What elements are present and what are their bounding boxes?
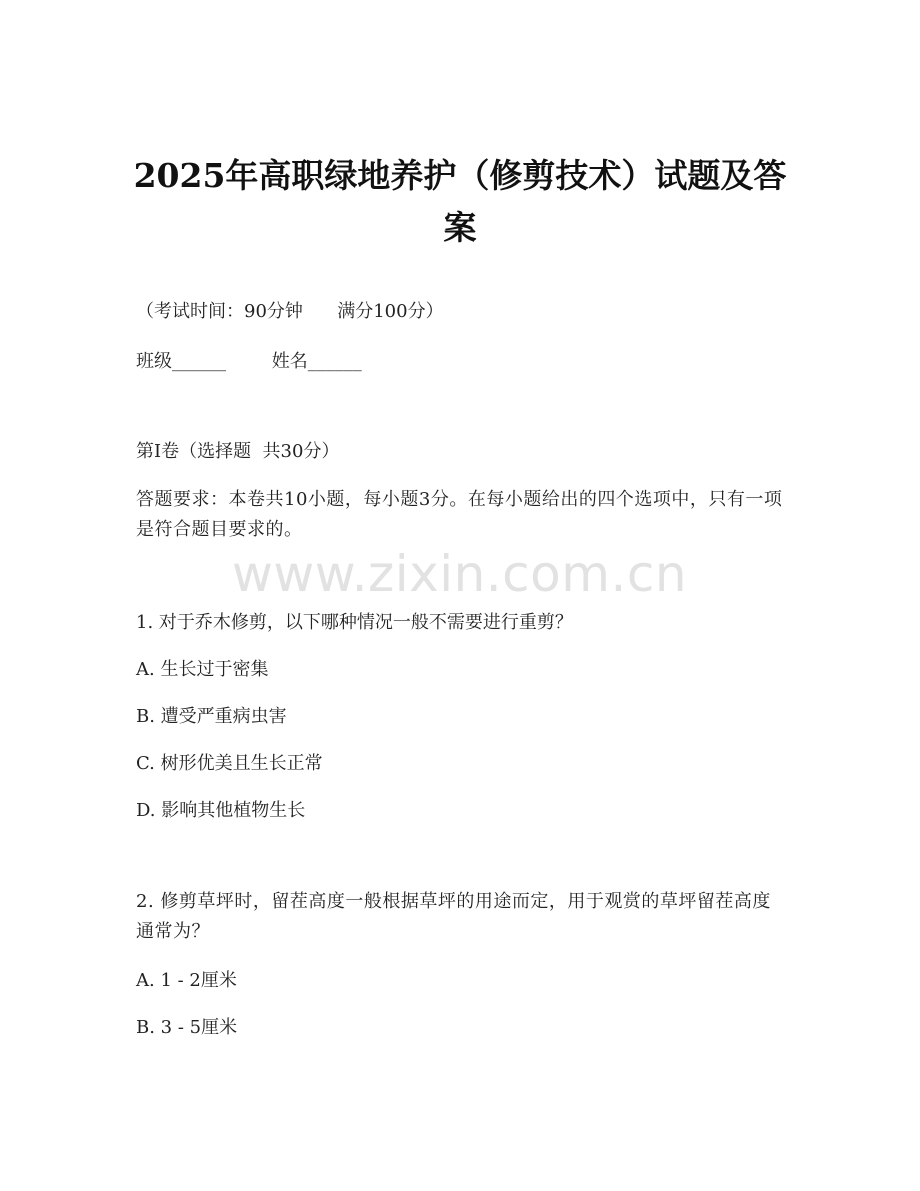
watermark: www.zixin.com.cn bbox=[232, 545, 688, 603]
section-title: 第I卷（选择题 共30分） bbox=[136, 441, 340, 462]
question-1-stem: 1. 对于乔木修剪，以下哪种情况一般不需要进行重剪？ bbox=[136, 612, 573, 633]
exam-info: （考试时间：90分钟 满分100分） bbox=[136, 301, 444, 322]
question-1-option-d: D. 影响其他植物生长 bbox=[136, 800, 306, 821]
class-name-line: 班级______ 姓名______ bbox=[136, 351, 362, 372]
instructions: 答题要求：本卷共10小题，每小题3分。在每小题给出的四个选项中，只有一项是符合题目要求的。 bbox=[136, 489, 783, 540]
question-1-option-c: C. 树形优美且生长正常 bbox=[136, 753, 323, 774]
question-2-stem: 2. 修剪草坪时，留茬高度一般根据草坪的用途而定，用于观赏的草坪留茬高度通常为？ bbox=[136, 891, 771, 942]
question-2-option-b: B. 3 - 5厘米 bbox=[136, 1017, 238, 1038]
question-1-option-a: A. 生长过于密集 bbox=[136, 659, 269, 680]
question-2-option-a: A. 1 - 2厘米 bbox=[136, 970, 237, 991]
question-1-option-b: B. 遭受严重病虫害 bbox=[136, 706, 287, 727]
document-title: 2025年高职绿地养护（修剪技术）试题及答案 bbox=[133, 156, 787, 247]
